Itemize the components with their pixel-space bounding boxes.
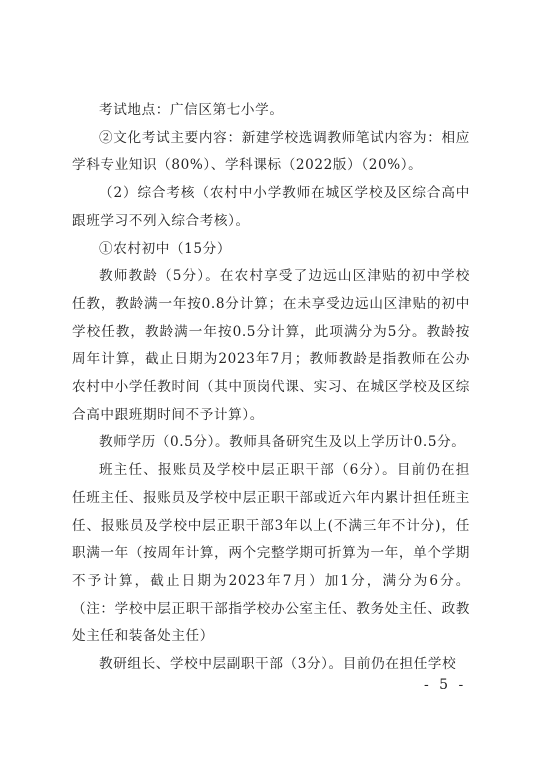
paragraph-exam-location: 考试地点：广信区第七小学。 xyxy=(99,102,284,118)
paragraph-rural-junior-high-heading: ①农村初中（15分） xyxy=(99,240,232,257)
page-number: - 5 - xyxy=(424,677,467,693)
paragraph-head-teacher: 班主任、报账员及学校中层正职干部（6分）。目前仍在担任班主任、报账员及学校中层正职干部或近六年内累计担任班主任、报账员及学校中层正职干部3年以上(不满三年不计分)，任职满一年（按周年计算，两个完整学期可折算为一年，单个学期不予计算，截止日期为2023年7月）加1分，满分为6分。（注：学校中层正职干部指学校办公室主任、教务处主任、政教处主任和装备处主任） xyxy=(72,462,470,645)
paragraph-education-degree: 教师学历（0.5分）。教师具备研究生及以上学历计0.5分。 xyxy=(99,434,466,451)
paragraph-comprehensive-assessment: （2）综合考核（农村中小学教师在城区学校及区综合高中跟班学习不列入综合考核）。 xyxy=(72,185,470,229)
paragraph-written-exam-content: ②文化考试主要内容：新建学校选调教师笔试内容为：相应学科专业知识（80%）、学科课标（2022版）（20%）。 xyxy=(72,129,470,174)
paragraph-teaching-years: 教师教龄（5分）。在农村享受了边远山区津贴的初中学校任教，教龄满一年按0.8分计算；在未享受边远山区津贴的初中学校任教，教龄满一年按0.5分计算，此项满分为5分。教龄按周年计算，截止日期为2023年7月；教师教龄是指教师在公办农村中小学任教时间（其中顶岗代课、实习、在城区学校及区综合高中跟班期时间不予计算）。 xyxy=(72,268,470,423)
paragraph-teaching-research-leader: 教研组长、学校中层副职干部（3分）。目前仍在担任学校 xyxy=(99,656,457,673)
document-body xyxy=(72,97,470,679)
